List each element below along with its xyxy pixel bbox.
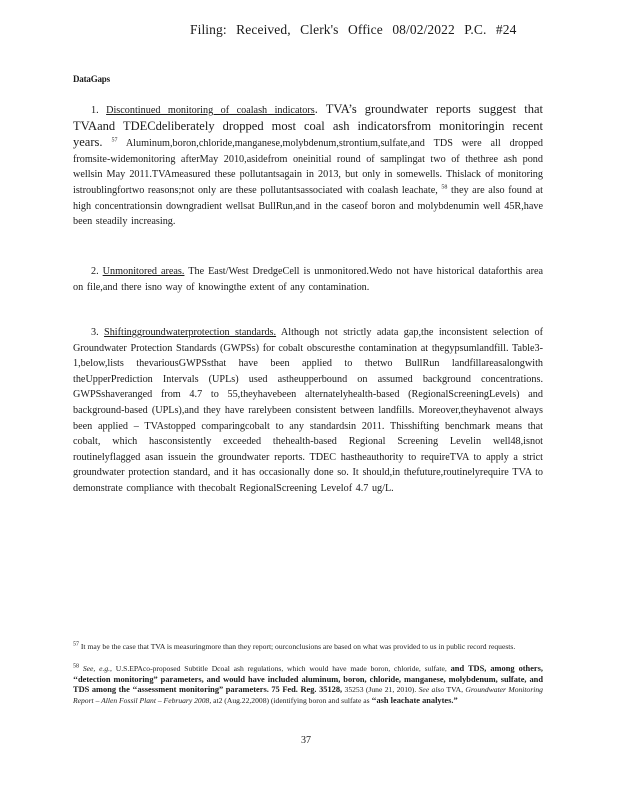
footnote-ref[interactable]: 58	[441, 184, 448, 191]
footnote-report-title: Groundwater Monitoring Report – Allen Fossil Plant – February 2008	[73, 685, 543, 705]
footnote-text: , U.S.EPAco-proposed Subtitle Dcoal ash regulations, which would have made boron, chloride, sulfate,	[110, 664, 447, 673]
paragraph-shifting-standards	[73, 325, 543, 497]
footnote-58	[73, 664, 543, 706]
footnote-text: It may be the case that TVA is measuringmore than they report; ourconclusions are based on what was provided to us in public record requests.	[80, 642, 516, 651]
footnote-text: TVA,	[446, 685, 463, 694]
para-heading: Shiftinggroundwaterprotection standards.	[104, 327, 277, 338]
paragraph-unmonitored-areas	[73, 264, 543, 295]
paragraph-discontinued-monitoring	[73, 102, 543, 230]
section-title: DataGaps	[73, 74, 110, 84]
para-text: they are also found at high concentrationsin downgradient wellsat BullRun,and in the caseof boron and molybdenumin well 45R,have been steadily increasing.	[73, 184, 543, 228]
footnote-57	[73, 642, 543, 653]
para-text: Although not strictly adata gap,the inconsistent selection of Groundwater Protection Standards (GWPSs) for cobalt obscuresthe contamination at thegypsumlandfill. Table3-1,below,lists thevariousGWPSsthat have been applied to thetwo BullRun landfillareasalongwith theUpperPrediction Intervals (UPLs) used astheupperbound on assumed background concentrations. GWPSshaveranged from 4.7 to 55,theyhavebeen alternatelyhealth-based (RegionalScreeningLevels) and background-based (UPLs),and they have rarelybeen consistent between landfills. Moreover,theyhavenot always been applied – TVAstopped comparingcobalt to any standardsin 2011. Thisshifting benchmark means that cobalt, which hasconsistently exceeded thehealth-based Regional Screening Levelin well48,isnot routinelyflagged asan issuein the groundwater reports. TDEC hastheauthority to requireTVA to apply a strict groundwater protection standard, and it has occasionally done so. It should,in thefuture,routinelyrequire TVA to demonstrate compliance with thecobalt RegionalScreening Levelof 4.7 ug/L.	[73, 327, 543, 494]
para-text: . TVA’s groundwater reports suggest that TVAand TDECdeliberately dropped most coal ash indicatorsfrom monitoringin recent years.	[73, 102, 544, 150]
para-number: 3.	[91, 327, 99, 338]
footnote-signal: See, e.g.	[82, 664, 111, 673]
footnote-mark: 57	[73, 641, 79, 648]
para-text: The East/West DredgeCell is unmonitored.Wedo not have historical dataforthis area on file,and there isno way of knowingthe extent of any contamination.	[73, 266, 544, 293]
para-number: 1.	[91, 105, 99, 116]
footnote-ref[interactable]: 57	[111, 137, 118, 144]
page-number: 37	[301, 735, 311, 746]
footnote-bold-text: and TDS, among others, ‘‘detection monitoring” parameters, and would have included aluminum, boron, chloride, manganese, molybdenum, sulfate, and TDS among the ‘‘assessment monitoring” parameters. 75 Fed. Reg. 35128,	[73, 664, 543, 694]
para-text: Aluminum,boron,chloride,manganese,molybdenum,strontium,sulfate,and TDS were all dropped fromsite-widemonitoring afterMay 2010,asidefrom oneinitial round of samplingat two of thethree ash pond wellsin May 2011.TVAmeasured these pollutantsagain in 2013, but only in somewells. Thislack of monitoring istroublingfortwo reasons;not only are these pollutantsassociated with coalash leachate,	[73, 138, 544, 196]
footnote-text: 35253 (June 21, 2010).	[344, 685, 417, 694]
filing-header: Filing: Received, Clerk's Office 08/02/2022 P.C. #24	[190, 22, 517, 37]
footnote-bold-text: ‘‘ash leachate analytes.”	[371, 695, 458, 705]
footnote-text: , at2 (Aug.22,2008) (identifying boron and sulfate as	[209, 695, 370, 705]
footnote-mark: 58	[73, 663, 79, 670]
para-heading: Unmonitored areas.	[102, 266, 185, 277]
para-number: 2.	[91, 266, 99, 277]
footnote-signal: See also	[418, 685, 445, 694]
para-heading: Discontinued monitoring of coalash indicators	[106, 105, 315, 116]
